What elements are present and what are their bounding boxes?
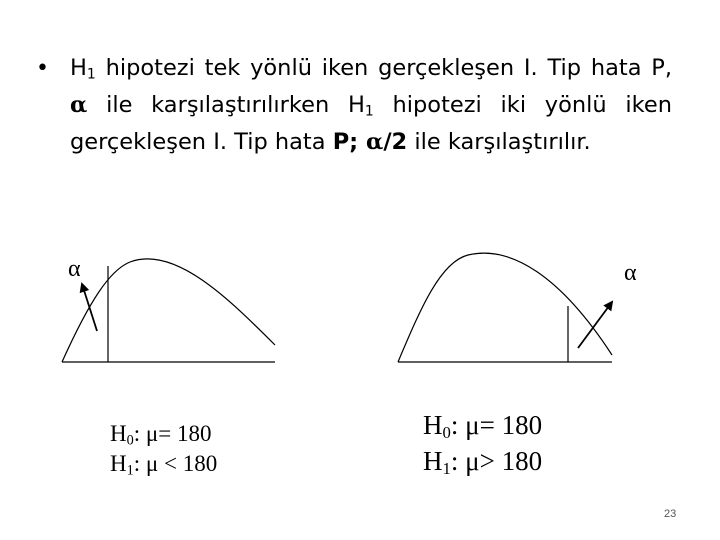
text-sub-1: 1 — [86, 66, 96, 83]
left-h1: $H_1$: μ < 180 — [110, 451, 218, 479]
bullet-symbol: • — [36, 56, 49, 81]
text-h: H — [70, 55, 87, 81]
text-part-2: ile karşılaştırılırken H — [87, 92, 365, 118]
left-h0: $H_0$: μ= 180 — [110, 421, 212, 449]
right-distribution — [398, 253, 612, 362]
text-part-3: hipotezi iki yönlü iken gerçekleşen I. Tip hata — [70, 92, 672, 155]
page-number: 23 — [664, 508, 677, 520]
right-alpha-label: α — [624, 260, 637, 286]
right-h1: $H_1$: μ> 180 — [423, 446, 543, 479]
text-sub-1b: 1 — [364, 103, 374, 120]
right-h0: $H_0$: μ= 180 — [423, 410, 543, 443]
left-alpha-label: α — [68, 256, 81, 282]
alpha-symbol-bold: α — [366, 129, 384, 155]
left-distribution — [62, 259, 275, 362]
left-curve — [62, 259, 275, 362]
text-part-4: ile karşılaştırılır. — [407, 129, 591, 155]
alpha-symbol: α — [70, 92, 88, 118]
bold-half: /2 — [383, 129, 408, 155]
left-alpha-arrow — [82, 284, 97, 331]
right-hypotheses — [423, 407, 542, 479]
bold-p: P; — [332, 129, 367, 155]
left-hypotheses — [110, 419, 217, 479]
right-alpha-arrow — [578, 302, 612, 348]
text-part-1: hipotezi tek yönlü iken gerçekleşen I. Tip hata P, — [95, 55, 672, 81]
